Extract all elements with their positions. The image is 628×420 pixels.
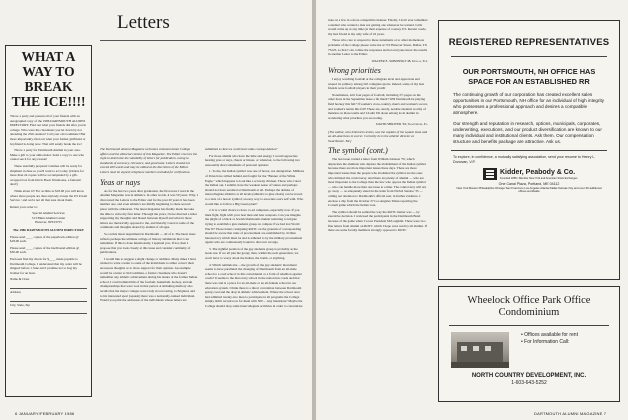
registered-representatives-ad [438,20,620,280]
ad-paragraph: Think about it!! For as little as $18.00 you will know where more people are than anybody except the US Postal Service / and we're not all that sure about them. [10,188,87,203]
wheelock-office-park-ad [438,286,620,402]
order-form-line: Please send ____ copies of the paperback edition @ $18.00 each. [10,234,79,244]
letter-paragraph: I would like to suggest a slight change or addition. Many times I have wished to write a letter to some of the individuals to either correct their erroneous thoughts or to show support for their opinion. An example would be a letter to Sid Goldman, a former classmate who doesn't remember any athletic achievement during his tenure at the former Indian school. I could remind him of the football, basketball, hockey, and ski championships that were won in that period. A shrinking memory also recalls that the major colleges were tardy in recovering, to England, and to his interested sport (squash) there was a nationally-ranked individual. Would you print the addresses of the individuals whose letters are [100,256,198,303]
bullet-icon: • [521,339,525,345]
letter-signature: WALTER E. SOBONSKI '48, Dallas, Tex. [371,58,428,63]
ad-headline: WHAT A WAY TO BREAK THE ICE!!!! [11,49,86,109]
letters-column-right [205,147,305,404]
letter-paragraph: So on this latest department in Dartmouth — all of it. The latest issue reflects perhaps the ultimate collage of literary submittals that I can remember. If this is done intentionally, I applaud you. If not, then I propose that you look closely at this issue and consider continuity of publications. [100,231,196,255]
company-subtitle: Founded 1865 / Member New York and American Stock Exchanges [500,176,578,180]
address-line: Special Alumni Services [32,211,65,216]
letters-intro: The Dartmouth Alumni Magazine welcomes comment about College affairs and the editorial content of this Magazine. The Editor reserves the right to determine the suitability of letters for publication, owing to standards of accuracy, relevance, and good taste. Letters should not exceed 400 words and may be edited at the discretion of the Editor. Letters must be signed; telephone numbers included for verification. [100,147,198,174]
address-line: Hanover, NH 03755 [35,220,62,225]
letter-paragraph: Those who care to respond to these statements or to other momentous problems of the College please write me at 710 Hanover Street, Dallas, TX 75225, so that I can collate the responses and let everyone know the results in another Letter to the Editor. [328,38,428,57]
letter-paragraph: 4. Which reminds me ... the growth of the gay students' movement seems to have paralleled the changing of Dartmouth from an all-male school to a coed school. Is this coincidental or a form of rebellion against coeds? It seems to me that every school in the nation has coeds and that there was and is a place for an all-male or an all-female school in our education system. I think there is a direct correlation between Dartmouth going coed and the drop in athletic achievement. Where the school once had admitted twenty-two men to participate in all programs the College simply didn't recruit now for them with 500 ... Any intentions? Maybe the College should drop some intercollegiate activities in order to concentrate [205,262,303,308]
letter-paragraph: For those alumni who have the time and energy, I would appreciate hearing yeas or nays, cheers or hisses, or whatever, to the following two reasonably short statements of personal opinion: [205,153,300,167]
letter-paragraph: I enjoy watching football at the collegiate level and appreciate and respect its primacy among fall collegiate sports. Indeed, some of my best friends were football players in their youth! [328,76,425,91]
letter-paragraph: As for the last two years after graduation, the first news I read in the Alumni Magazine was in athletics. In other words, it was 50 years. Why, I discovered the Letters to the Editor and for the past 20 years it has been number one, and even athletics are mildly beginning to share second place with the obituaries. The latest magazine has finally made me take the time to write my first letter. Through the years, I have directed a letter supporting my thoughts and biased between myself and what in those letters are rhetorically opposed to me, and literally voted at some of the comments and thoughts shared by alumni of all ages. [100,188,198,230]
order-form-line: Please send ____ copies of the hardbound edition @ $30.00 each. [10,245,80,255]
letter-paragraph: submitted so that we could start some correspondence? [205,147,278,151]
letter-paragraph: Nonetheless, isn't four pages of football, including 2½ pages on the other lions in the September issue a bit much? Will Dartmouth be playing field hockey this fall? If women's cross-country, men's and women's soccer, and women's tennis this fall? These are, surely, notable students worthy of mention on those teams and I doubt I'm alone among local alumni in wondering what priorities you are noting. [328,92,428,120]
letter-paragraph: 1. To me, the Indian symbol was one of honor, not denigration. Millions of Poles have rallied behind and fought for the "Banner of the White Eagle," which happens to look like a scrawny chicken. Those who voted the Indian out, I submit, have the weakest sense of values and perhaps should not have enrolled at Dartmouth at all. Perhaps the demise of intercollegiate athletics at all levels (athletics to glue chairs) can be traced to a lack of a heroic symbol; an easy way to associate one's self with. Who would like to follow a Big Green plant? [205,169,304,206]
address-field-label: Address [10,290,21,294]
wheelock-title: Wheelock Office Park Office Condominium [467,295,591,318]
city-field-label: City, State, Zip [10,302,30,307]
letter-paragraph: The symbol should be settled the way the ROTC matter was — by executive decision. I reviewed the participants in the Dartmouth Band because of the game when I wrote President McLaughlin. There were two fine letters from alumni on ROTC which I hope were read by all alumni. If there are some faculty members strongly opposed to ROTC [328,209,427,233]
letters-column-left [100,147,198,404]
letters-title: Letters [117,12,170,33]
title-rule [100,40,306,41]
kidder-logo-icon [483,168,497,180]
right-page [316,0,628,420]
order-form-title: The 1986 DARTMOUTH ALUMNI DIRECTORY [13,228,84,233]
ad-paragraph: These tastefully prepared volumes will be ready for shipment in June so you'll want to act today. (Orders for more than 24 copies will be accompanied by a gift-wrapped box from Davis Book Warehouse, a fantastic deal!) [10,163,84,187]
building-image [451,332,509,368]
city-field-line [10,308,87,314]
letter-paragraph: The last issue carried a letter from William Johnson '70, which deprecates the alumnus who deplore the abolishment of the Indian symbol because there are more important issues these days. There are more important issues than the people who abolished the symbol are the ones who initiated the controversy. And there are plenty of alumni — who are most important to the College than the few who oppose the Indian symbol — who can handle more than one issue at a time. The controversy will not go away — as adequately stated in the letter from Nichol Sandoe '35 — calling our attention to Dartmouth's official seal, in further evidence. I enclose a clip from the October 27 Los Angeles Times reporting the Cornell game which the Indian won. [328,157,427,208]
right-folio: DARTMOUTH ALUMNI MAGAZINE 7 [534,411,607,416]
office-title: OUR PORTSMOUTH, NH OFFICE HAS SPACE FOR AN ESTABLISHED RR [462,67,596,86]
ad-paragraph: Throw a party for Dartmouth Alumni in your area. Make a gift to your alma mater. Send a copy to one who cannot see it for any reason! [10,148,85,162]
left-folio: 6 JANUARY/FEBRUARY 1986 [15,411,75,416]
developer-name: NORTH COUNTRY DEVELOPMENT, INC. [471,373,587,379]
kidder-logo-block [483,168,619,180]
bullet-icon: • [521,332,525,338]
ad-rule [451,56,607,57]
letter-heading: Yeas or nays [100,177,141,187]
ad-rule [449,325,609,326]
letter-signature: DAVID SHRIVER '63, Swarthmore, Pa. [376,122,428,127]
letter-paragraph: trate on a few in a more competitive manner. Finally, I don't ever remember a student who wanted a date not getting one whenever he wanted. Girls would come up at any time (at their expense of course). P.S. Recent coeds, my best friend is my only wife of 22 years. [328,18,428,36]
left-page [0,0,312,420]
address-field-line [10,296,87,302]
developer-phone: 1-603-643-5252 [511,380,547,386]
bullet-item: • For Information Call: [521,339,570,345]
ad-body [10,114,87,392]
contact-line: To explore, in confidence, a mutually satisfying association, send your resume to Henry L. Donovan, V.P. [453,155,596,164]
company-address: One Canal Plaza, Portland, ME 04112 [498,182,560,187]
letter-paragraph: 2. It is a valid choice to have co-ed campuses, especially now. If you must fight, fight with your best men and best weapons. Can you imagine the plight of a black or Jewish Dartmouth student returning to irrigate trying to establish a gun students group on campus if we had lost World War II? Those letters castigating ROTC on the grounds of corresponding should be aware that rules of procurement are established by civilian bureaucracy which must be and is adhered to by the military procurement agents who are continuously bound to discover wrongs. [205,208,303,245]
bullet-item: • Offices available for rent [521,332,578,338]
ad-paragraph: Throw a party and present all of your friends with an autographed copy of the 1986 DARTMOUTH ALUMNI DIRECTORY. Find out what your friends did after you in college. Who were the classmates you let down by not attending the 25th reunion? Call your old roommate! But more importantly, find out what your former girlfriend or boyfriend is doing now. That will surely break the ice! [10,114,87,146]
letter-heading: The symbol (cont.) [328,146,388,156]
editor-note: [The author, who lettered in tennis, was the captain of the squash team and an All-American in soccer. Currently he is the athletic director at Swarthmore. Ed.] [328,129,428,143]
letter-heading: Wrong priorities [328,65,381,75]
letters-column-continued [328,18,428,404]
address-line: 313 Blunt Alumni Center [31,215,66,220]
ad-title: REGISTERED REPRESENTATIVES [448,37,610,48]
ad-body: Our strength and reputation in research, options, municipals, corporates, underwriting, executions, and our product diversification are known to our many individual and institutional clients. Ask them. Our compensation structure and benefits package are attractive. Ask us. [453,121,602,145]
ad-body: The continuing growth of our corporation has created excellent sales opportunities in our Portsmouth, NH office for an individual of high integrity who possesses a professional approach and desires a compatible atmosphere. [453,92,605,116]
order-form-line: Enclosed find my check for $____ made payable to Dartmouth College. I understand that my order will be shipped before 1 June and I promise not to hog my brother for an hour. [10,257,82,275]
name-field-line [10,283,87,289]
directory-ad [5,45,92,397]
ad-rule [451,150,607,151]
ad-paragraph: Return your order to: [10,204,38,209]
name-field-label: Name & Class [10,277,30,282]
company-name: Kidder, Peabody & Co. [500,169,576,177]
letter-paragraph: 3. The rightful position of the gay students group is probably as the leads one. If we all join the group; then, within the next generation, we won't have to worry about the Indian, the bomb, or anything. [205,246,299,261]
company-offices: New York Boston Philadelphia Chicago San Francisco Los Angeles Atlanta Dallas Kansas City and over 60 additional offices worldwide [456,185,602,193]
